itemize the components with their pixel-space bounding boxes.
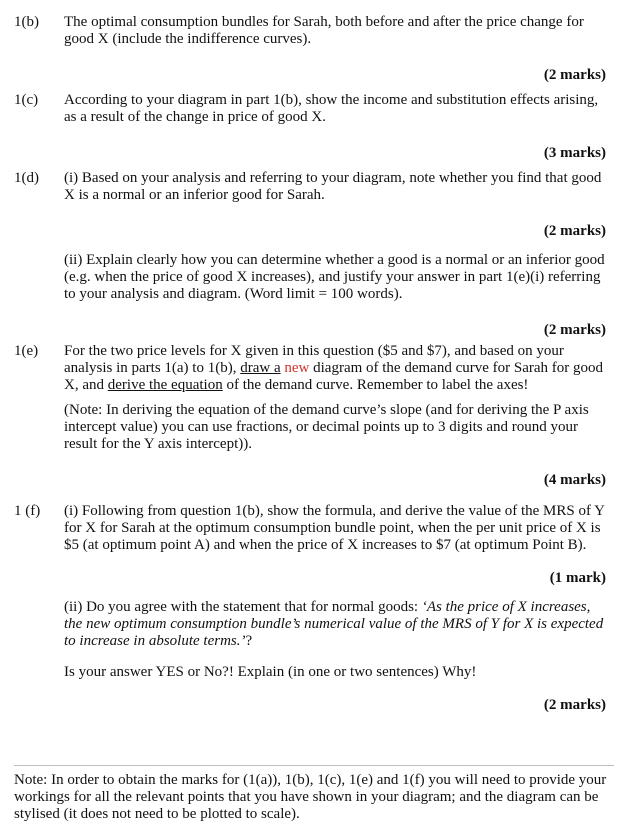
marks-label: (3 marks) bbox=[543, 145, 606, 161]
question-label: 1(c) bbox=[14, 92, 39, 108]
question-text bbox=[64, 343, 606, 394]
footer-note-text: Note: In order to obtain the marks for (1(a)), 1(b), 1(c), 1(e) and 1(f) you will need to provide your workings for all the relevant points that you have shown in your diagram; and the diagram can be stylised (it does not need to be plotted to scale). bbox=[14, 772, 607, 822]
question-text-part-i: (i) Following from question 1(b), show the formula, and derive the value of the MRS of Y for X for Sarah at the optimum consumption bundle point, when the per unit price of X is $5 (at optimum point A) and when the price of X increases to $7 (at optimum Point B). bbox=[64, 503, 605, 553]
question-text-part-ii bbox=[64, 599, 606, 650]
question-note: (Note: In deriving the equation of the demand curve’s slope (and for deriving the P axis intercept value) you can use fractions, or decimal points up to 3 digits and round your result for the Y axis intercept)). bbox=[64, 402, 589, 452]
question-text-mid: diagram of the demand curve for Sarah for good X, and bbox=[64, 360, 604, 393]
question-text-part-ii: (ii) Explain clearly how you can determine whether a good is a normal or an inferior good (e.g. when the price of good X increases), and justify your answer in part 1(e)(i) referring to your analysis and diagram. (Word limit = 100 words). bbox=[64, 252, 605, 302]
marks-label: (1 mark) bbox=[549, 570, 606, 586]
question-1f bbox=[14, 503, 606, 714]
question-text-start: For the two price levels for X given in this question ($5 and $7), and based on your analysis in parts 1(a) to 1(b), bbox=[64, 343, 564, 376]
question-label: 1(d) bbox=[14, 170, 39, 186]
question-1b bbox=[14, 14, 606, 84]
draw-a-underlined: draw a bbox=[240, 360, 281, 376]
marks-label: (4 marks) bbox=[543, 472, 606, 488]
marks-label: (2 marks) bbox=[543, 67, 606, 83]
part-ii-start: (ii) Do you agree with the statement that for normal goods: bbox=[64, 599, 422, 615]
question-text-part-i: (i) Based on your analysis and referring to your diagram, note whether you find that good X is a normal or an inferior good for Sarah. bbox=[64, 170, 602, 203]
question-text-end: of the demand curve. Remember to label the axes! bbox=[222, 377, 529, 393]
question-text: According to your diagram in part 1(b), show the income and substitution effects arising, as a result of the change in price of good X. bbox=[64, 92, 599, 125]
quoted-statement: ‘As the price of X increases, the new optimum consumption bundle’s numerical value of the MRS of Y for X is expected to increase in absolute terms.’ bbox=[64, 599, 604, 649]
part-ii-end: ? bbox=[245, 633, 253, 649]
follow-up-question: Is your answer YES or No?! Explain (in one or two sentences) Why! bbox=[64, 664, 477, 680]
marks-label: (2 marks) bbox=[543, 322, 606, 338]
marks-label: (2 marks) bbox=[543, 697, 606, 713]
derive-equation-underlined: derive the equation bbox=[107, 377, 223, 393]
question-label: 1 (f) bbox=[14, 503, 41, 519]
question-1e bbox=[14, 343, 606, 489]
question-label: 1(e) bbox=[14, 343, 39, 359]
question-1d bbox=[14, 170, 606, 339]
footer-note bbox=[14, 765, 614, 823]
question-label: 1(b) bbox=[14, 14, 39, 30]
question-1c bbox=[14, 92, 606, 162]
marks-label: (2 marks) bbox=[543, 223, 606, 239]
new-word-highlight: new bbox=[280, 360, 310, 376]
question-text: The optimal consumption bundles for Sarah, both before and after the price change for good X (include the indifference curves). bbox=[64, 14, 584, 47]
